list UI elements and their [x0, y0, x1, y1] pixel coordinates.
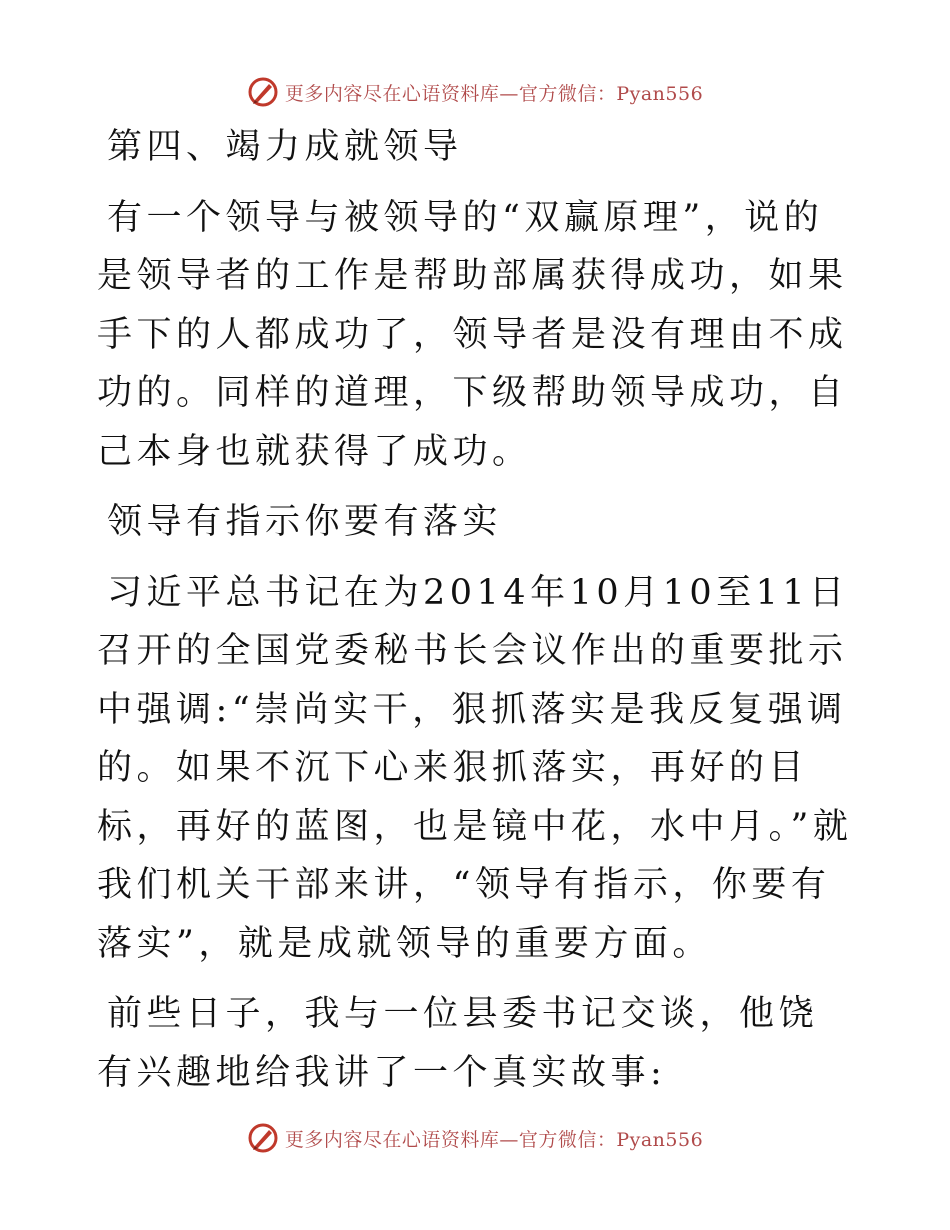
pen-circle-logo-icon [247, 1122, 279, 1154]
footer-banner [0, 1118, 950, 1158]
paragraph-story: 前些日子，我与一位县委书记交谈，他饶有兴趣地给我讲了一个真实故事: [97, 994, 819, 1093]
section-heading: 第四、竭力成就领导 [107, 127, 463, 167]
header-banner-text: 更多内容尽在心语资料库—官方微信：Pyan556 [284, 82, 704, 105]
paragraph-quote: 习近平总书记在为2014年10月10至11日召开的全国党委秘书长会议作出的重要批示中强调:“崇尚实干，狠抓落实是我反复强调的。如果不沉下心来狠抓落实，再好的目标，再好的蓝图，也是镜中花，水中月。”就我们机关干部来讲，“领导有指示，你要有落实”，就是成就领导的重要方面。 [97, 572, 853, 964]
document-body [97, 118, 853, 1102]
paragraph-win-win: 有一个领导与被领导的“双赢原理”，说的是领导者的工作是帮助部属获得成功，如果手下的人都成功了，领导者是没有理由不成功的。同样的道理，下级帮助领导成功，自己本身也就获得了成功。 [97, 197, 848, 472]
footer-banner-text: 更多内容尽在心语资料库—官方微信：Pyan556 [284, 1128, 704, 1151]
header-banner [0, 72, 950, 112]
sub-heading: 领导有指示你要有落实 [107, 502, 503, 542]
pen-circle-logo-icon [247, 76, 279, 108]
